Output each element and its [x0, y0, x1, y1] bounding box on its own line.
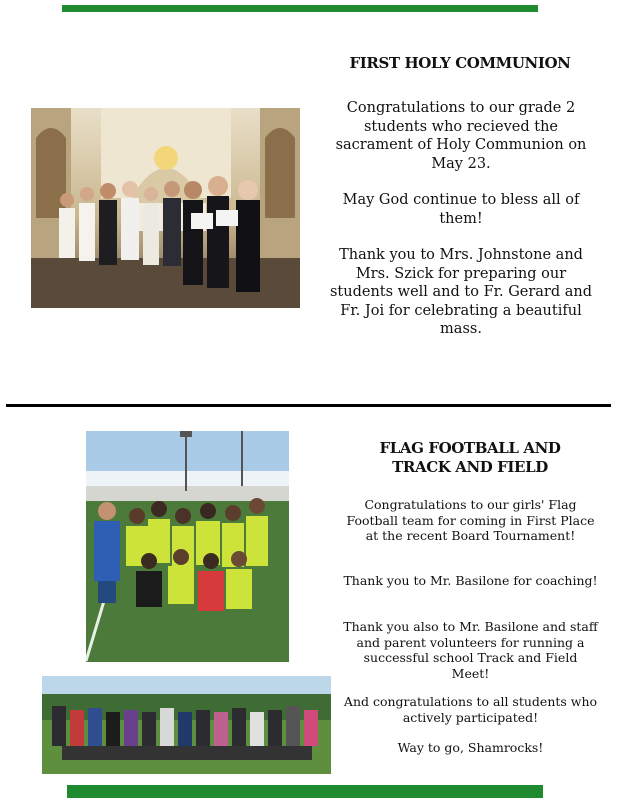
communion-photo	[31, 108, 300, 308]
communion-paragraph-3: Thank you to Mrs. Johnstone and Mrs. Szick for preparing our students well and to Fr. Gerard and Fr. Joi for celebrating a beautiful mass.	[329, 247, 593, 337]
bottom-green-bar	[67, 785, 543, 798]
sports-paragraph-5: Way to go, Shamrocks!	[397, 740, 544, 755]
communion-paragraph-2: May God continue to bless all of them!	[342, 192, 580, 227]
section-divider	[6, 404, 611, 407]
sports-heading	[345, 439, 595, 477]
sports-paragraph-2: Thank you to Mr. Basilone for coaching!	[343, 573, 598, 588]
sports-paragraph-1: Congratulations to our girls' Flag Football team for coming in First Place at the recent Board Tournament!	[346, 497, 595, 543]
sports-paragraph-3: Thank you also to Mr. Basilone and staff and parent volunteers for running a successful school Track and Field Meet!	[343, 619, 598, 681]
sports-heading-line-1: FLAG FOOTBALL AND	[379, 439, 561, 457]
track-and-field-photo	[42, 676, 331, 774]
top-green-bar	[62, 5, 538, 12]
communion-heading: FIRST HOLY COMMUNION	[349, 54, 571, 72]
communion-paragraph-1: Congratulations to our grade 2 students who recieved the sacrament of Holy Communion on May 23.	[335, 100, 587, 172]
sports-heading-line-2: TRACK AND FIELD	[392, 458, 548, 476]
flag-football-photo	[86, 431, 289, 662]
sports-paragraph-4: And congratulations to all students who actively participated!	[343, 694, 598, 725]
